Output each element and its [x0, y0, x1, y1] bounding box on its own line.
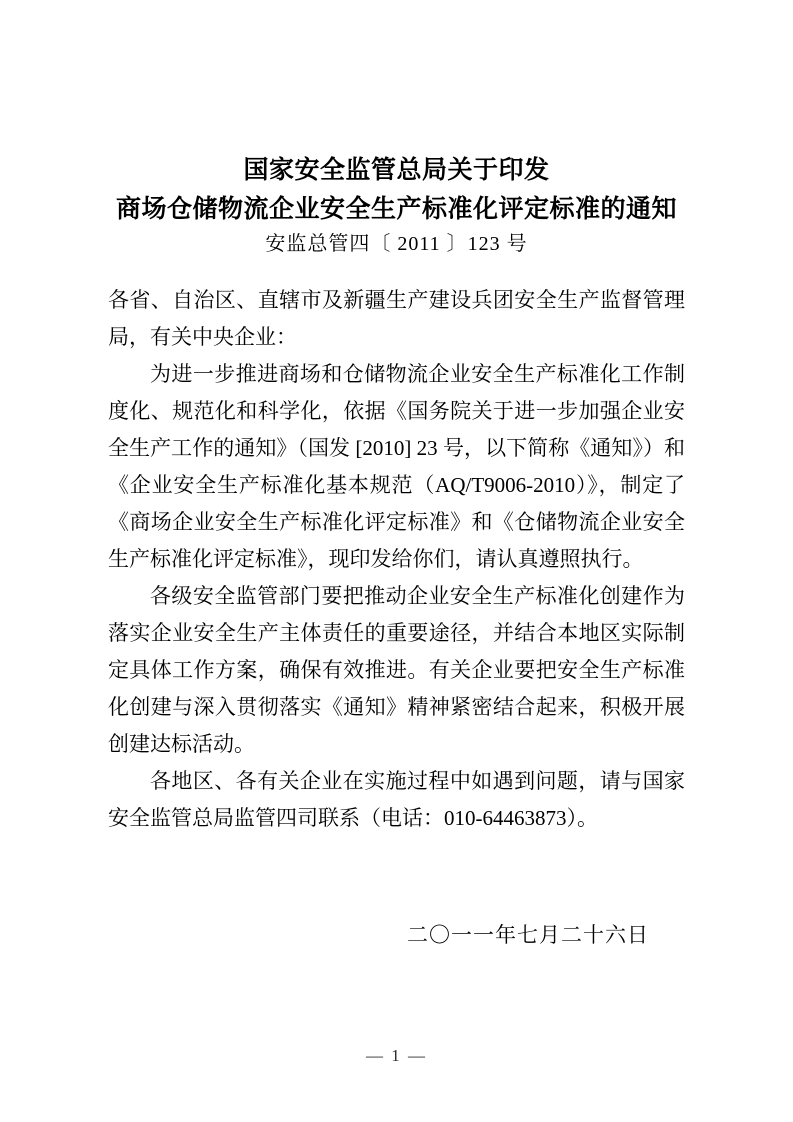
- salutation-paragraph: 各省、自治区、直辖市及新疆生产建设兵团安全生产监督管理局，有关中央企业：: [108, 288, 685, 349]
- body-paragraph: 各级安全监管部门要把推动企业安全生产标准化创建作为落实企业安全生产主体责任的重要途径，并结合本地区实际制定具体工作方案，确保有效推进。有关企业要把安全生产标准化创建与深入贯彻落实《通知》精神紧密结合起来，积极开展创建达标活动。: [108, 584, 685, 756]
- body-paragraph: 各地区、各有关企业在实施过程中如遇到问题，请与国家安全监管总局监管四司联系（电话：010-64463873）。: [108, 769, 685, 830]
- body-paragraph: 为进一步推进商场和仓储物流企业安全生产标准化工作制度化、规范化和科学化，依据《国务院关于进一步加强企业安全生产工作的通知》（国发 [2010] 23 号，以下简称《通知》）和《企业安全生产标准化基本规范（AQ/T9006-2010）》，制定了《商场企业安全生产标准化评定标准》和《仓储物流企业安全生产标准化评定标准》，现印发给你们，请认真遵照执行。: [108, 362, 685, 571]
- document-number: 安监总管四〔 2011 〕123 号: [265, 233, 528, 255]
- page-number: — 1 —: [366, 1046, 427, 1065]
- document-title-line2: 商场仓储物流企业安全生产标准化评定标准的通知: [115, 195, 677, 223]
- document-title-line1: 国家安全监管总局关于印发: [243, 156, 550, 184]
- document-date: 二〇一一年七月二十六日: [407, 923, 649, 947]
- document-body: [108, 282, 685, 837]
